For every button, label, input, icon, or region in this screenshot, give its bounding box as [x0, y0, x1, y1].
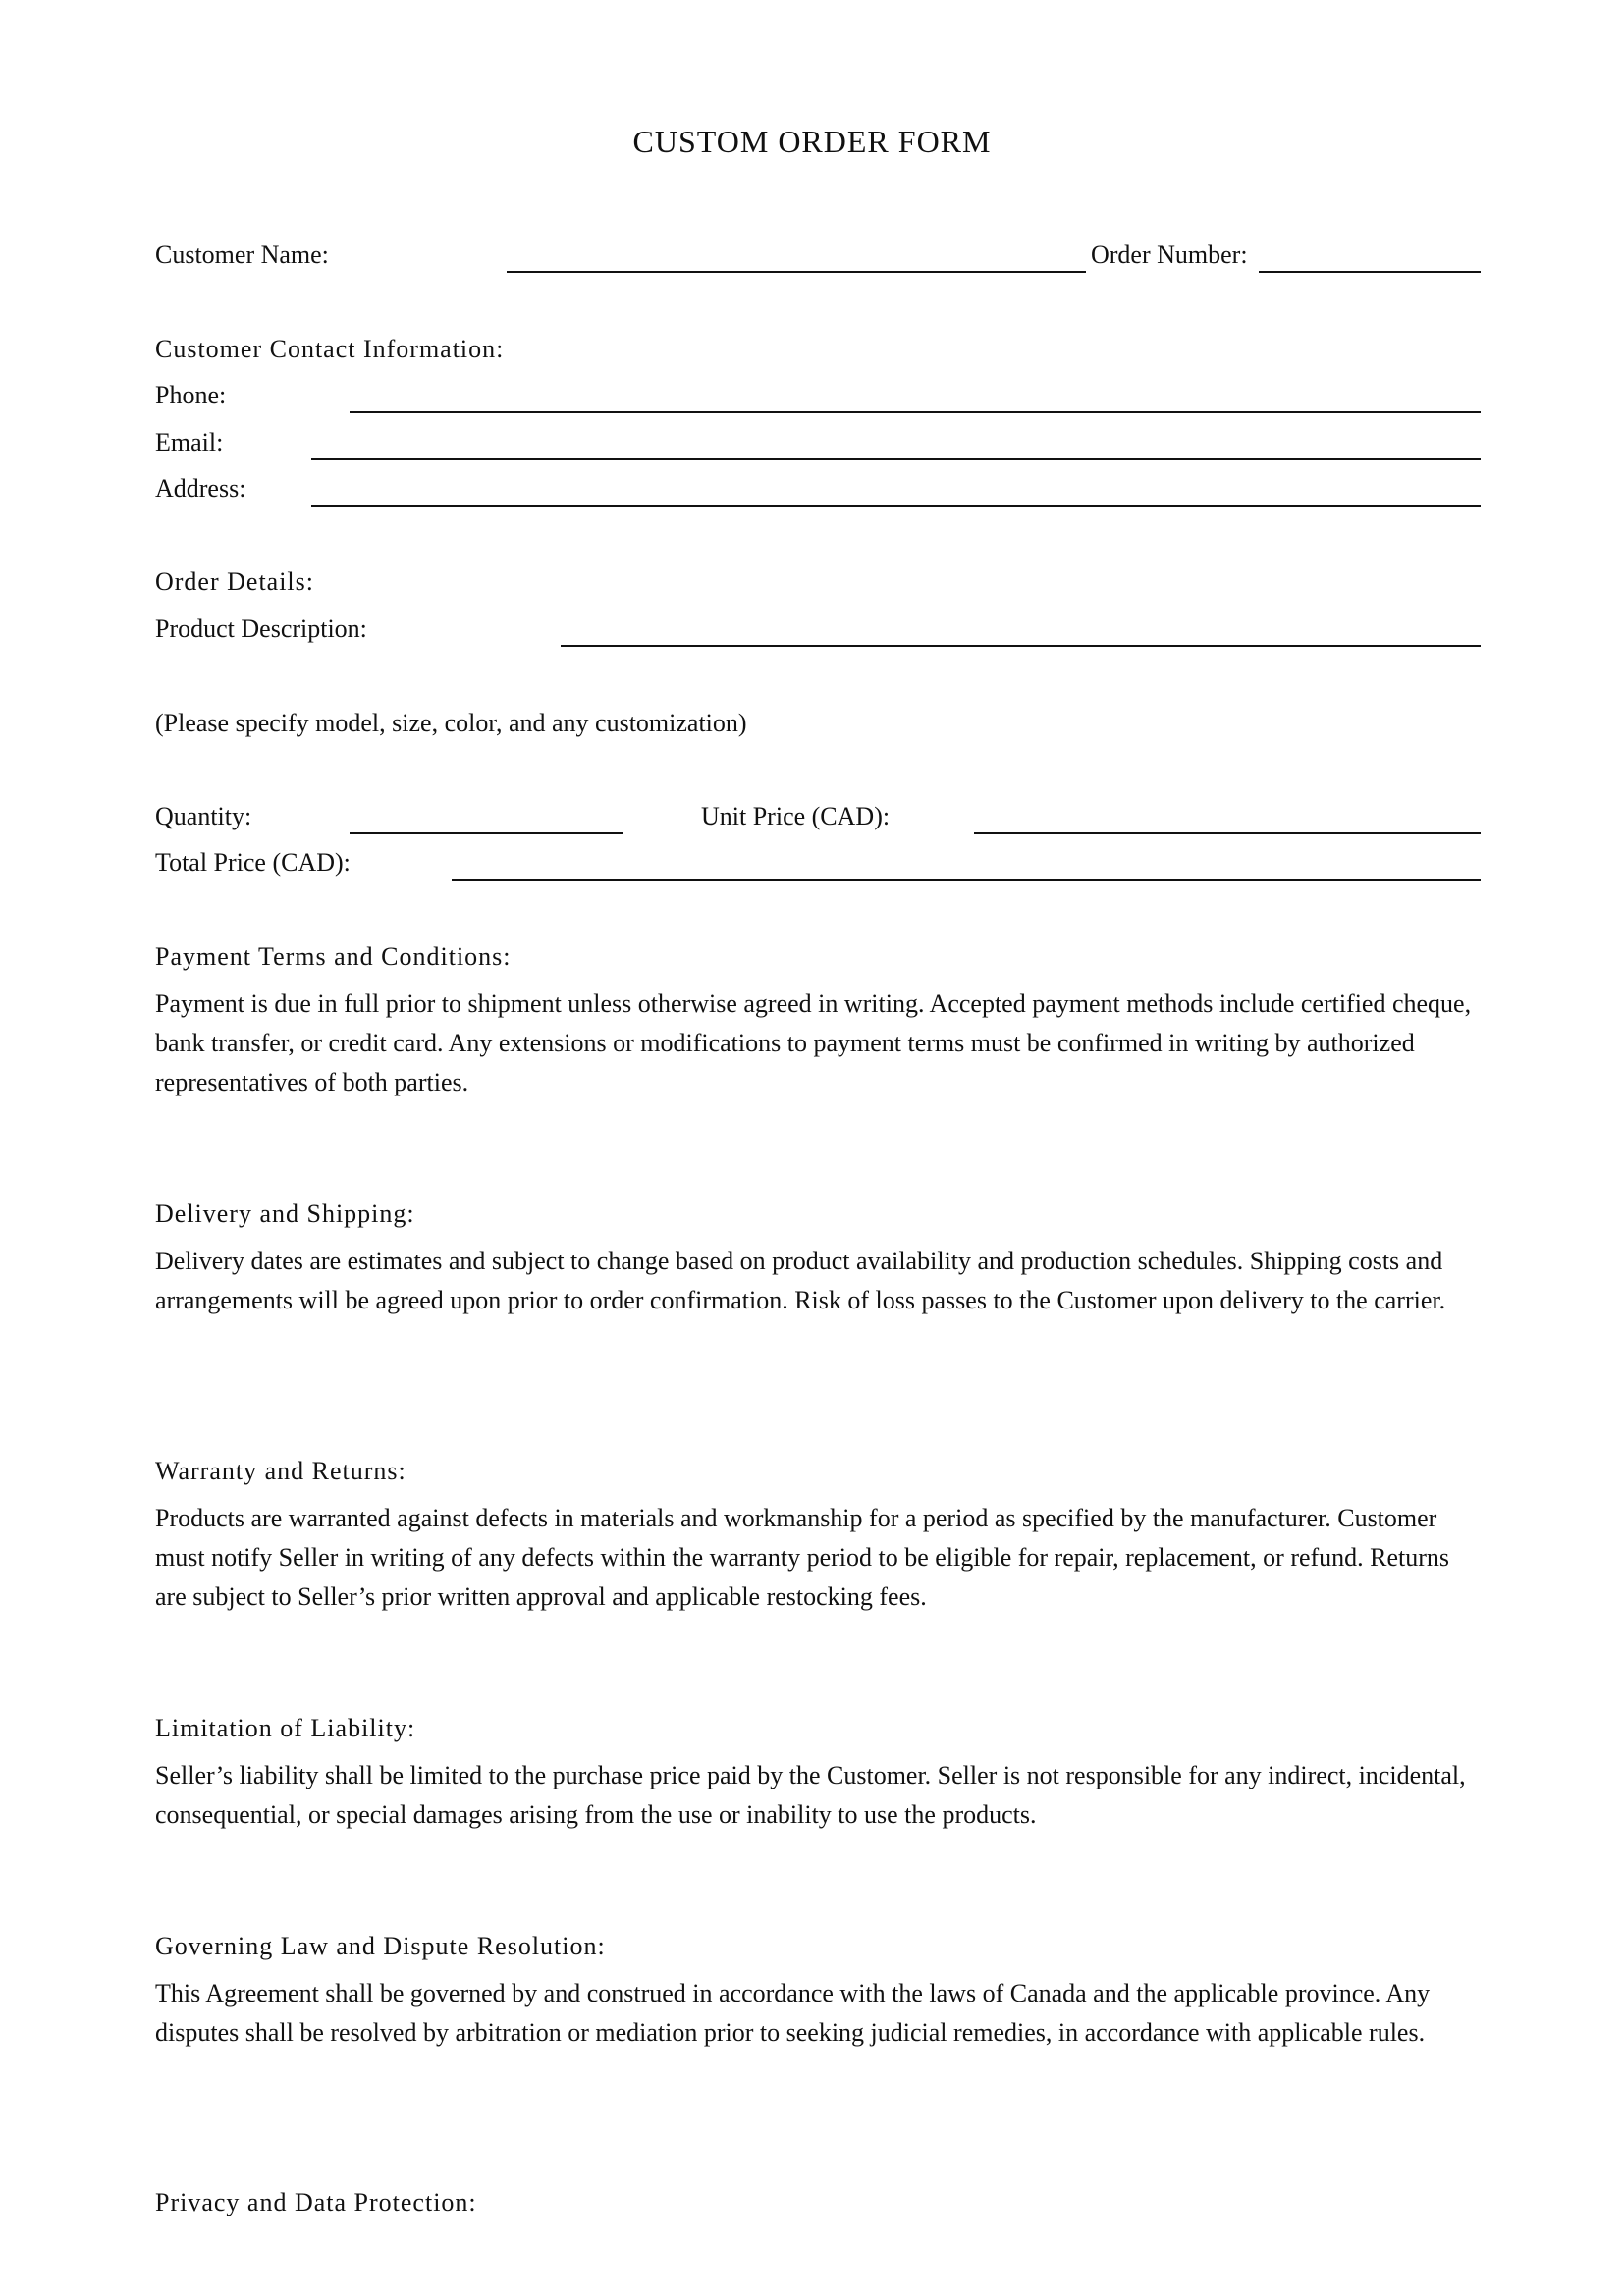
- contact-info-heading: Customer Contact Information:: [155, 335, 505, 363]
- phone-label: Phone:: [155, 381, 227, 409]
- liability-text: Seller’s liability shall be limited to the purchase price paid by the Customer. Seller is not responsible for any indirect, incidental, consequential, or special damages arising from the use or inability to use the products.: [155, 1761, 1466, 1829]
- total-price-label: Total Price (CAD):: [155, 848, 351, 877]
- delivery-shipping-heading: Delivery and Shipping:: [155, 1200, 415, 1228]
- order-number-label: Order Number:: [1091, 240, 1248, 269]
- address-field[interactable]: [311, 505, 1481, 507]
- payment-terms-text: Payment is due in full prior to shipment unless otherwise agreed in writing. Accepted payment methods include certified cheque, bank transfer, or credit card. Any extensions or modifications to payment terms must be confirmed in writing by authorized representatives of both parties.: [155, 989, 1472, 1096]
- privacy-heading: Privacy and Data Protection:: [155, 2188, 477, 2216]
- product-description-label: Product Description:: [155, 614, 367, 643]
- product-description-field[interactable]: [561, 645, 1481, 647]
- payment-terms-heading: Payment Terms and Conditions:: [155, 942, 512, 971]
- customer-name-label: Customer Name:: [155, 240, 329, 269]
- warranty-returns-text: Products are warranted against defects in materials and workmanship for a period as specified by the manufacturer. Customer must notify Seller in writing of any defects within the warranty period to be eligible for repair, replacement, or refund. Returns are subject to Seller’s prior written approval and applicable restocking fees.: [155, 1504, 1450, 1611]
- order-number-field[interactable]: [1259, 271, 1481, 273]
- email-label: Email:: [155, 428, 224, 456]
- address-label: Address:: [155, 474, 246, 503]
- order-details-heading: Order Details:: [155, 567, 315, 596]
- product-description-note: (Please specify model, size, color, and any customization): [155, 709, 747, 737]
- delivery-shipping-text: Delivery dates are estimates and subject to change based on product availability and production schedules. Shipping costs and arrangements will be agreed upon prior to order confirmation. Risk of loss passes to the Customer upon delivery to the carrier.: [155, 1247, 1446, 1314]
- quantity-field[interactable]: [350, 832, 623, 834]
- phone-field[interactable]: [350, 411, 1481, 413]
- warranty-returns-heading: Warranty and Returns:: [155, 1457, 406, 1485]
- unit-price-field[interactable]: [974, 832, 1481, 834]
- form-title: CUSTOM ORDER FORM: [632, 124, 992, 159]
- governing-law-text: This Agreement shall be governed by and construed in accordance with the laws of Canada and the applicable province. Any disputes shall be resolved by arbitration or mediation prior to seeking judicial remedies, in accordance with applicable rules.: [155, 1979, 1431, 2047]
- unit-price-label: Unit Price (CAD):: [701, 802, 891, 830]
- customer-name-field[interactable]: [507, 271, 1086, 273]
- liability-heading: Limitation of Liability:: [155, 1714, 416, 1742]
- email-field[interactable]: [311, 458, 1481, 460]
- total-price-field[interactable]: [452, 879, 1481, 881]
- quantity-label: Quantity:: [155, 802, 252, 830]
- governing-law-heading: Governing Law and Dispute Resolution:: [155, 1932, 606, 1960]
